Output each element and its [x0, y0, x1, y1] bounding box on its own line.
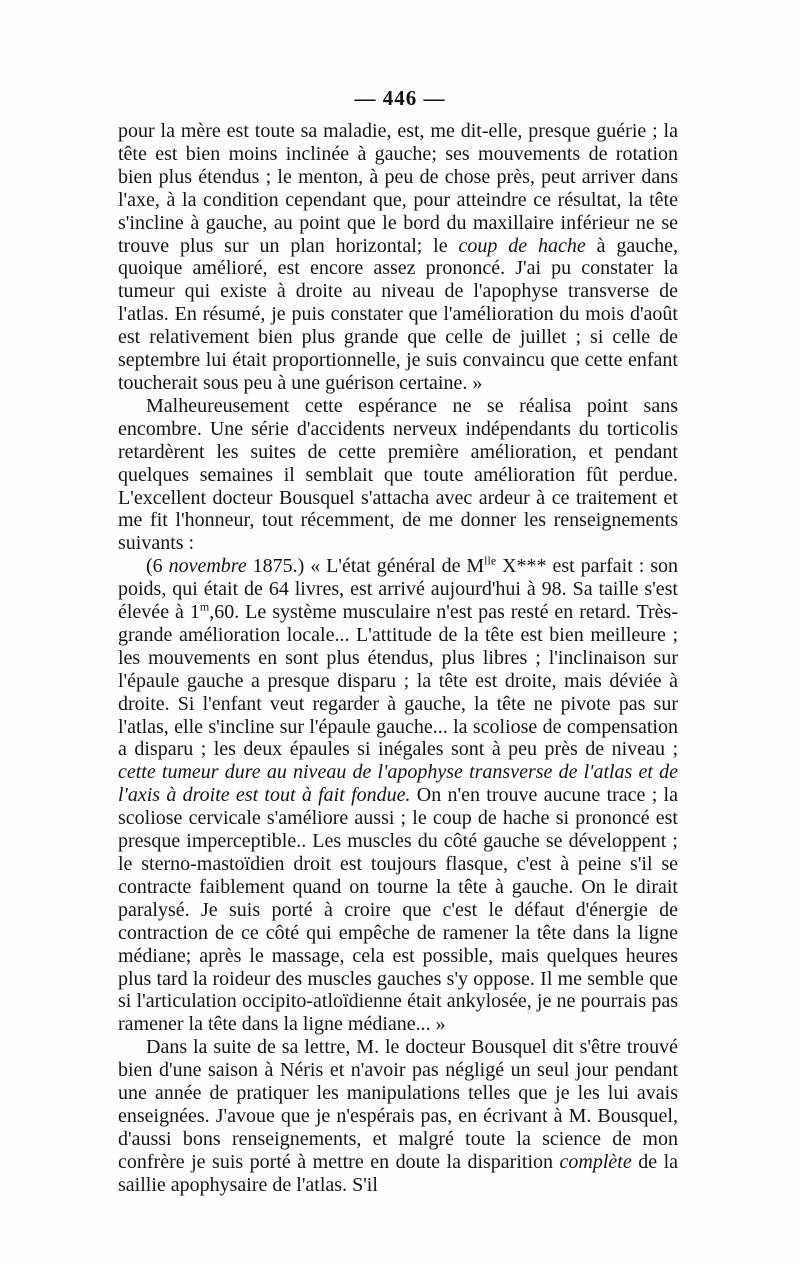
italic-run: complète [559, 1150, 632, 1173]
superscript-run: m [199, 599, 210, 614]
italic-run: cette tumeur dure au niveau de l'apophyse transverse de l'atlas et de l'axis à droite est tout à fait fondue. [118, 761, 678, 807]
body-text [118, 120, 678, 1197]
text-run: de la saillie apophysaire de l'atlas. S'il [118, 1150, 679, 1196]
text-run: 1875.) « L'état général de M [246, 555, 485, 578]
text-run: On n'en trouve aucune trace ; la scoliose cervicale s'améliore aussi ; le coup de hache si prononcé est presque imperceptible.. Les muscles du côté gauche se développent ; le sterno-mastoïdien droit est toujours flasque, c'est à peine s'il se contracte faiblement quand on tourne la tête à gauche. On le dirait paralysé. Je suis porté à croire que c'est le défaut d'énergie de contraction de ce côté qui empêche de ramener la tête dans la ligne médiane; après le massage, cela est possible, mais quelques heures plus tard la roideur des muscles gauches s'y oppose. Il me semble que si l'articulation occipito-atloïdienne était ankylosée, je ne pourrais pas ramener la tête dans la ligne médiane... » [118, 784, 678, 1036]
text-run: (6 [146, 555, 169, 578]
text-run: Malheureusement cette espérance ne se réalisa point sans encombre. Une série d'accidents nerveux indépendants du torticolis retardèrent les suites de cette première amélioration, et pendant quelques semaines il semblait que toute amélioration fût perdue. L'excellent docteur Bousquel s'attacha avec ardeur à ce traitement et me fit l'honneur, tout récemment, de me donner les renseignements suivants : [118, 394, 678, 555]
text-run: X*** est parfait : son poids, qui était de 64 livres, est arrivé aujourd'hui à 98. Sa taille s'est élevée à 1 [118, 555, 678, 624]
superscript-run: lle [484, 553, 497, 568]
italic-run: coup de hache [458, 234, 586, 257]
paragraph [118, 1036, 678, 1196]
text-run: à gauche, quoique amélioré, est encore assez prononcé. J'ai pu constater la tumeur qui existe à droite au niveau de l'apophyse transverse de l'atlas. En résumé, je puis constater que l'amélioration du mois d'août est relativement bien plus grande que celle de juillet ; si celle de septembre lui était proportionnelle, je suis convaincu que cette enfant toucherait sous peu à une guérison certaine. » [118, 234, 678, 394]
italic-run: novembre [168, 555, 247, 578]
paragraph [118, 395, 678, 555]
text-run: ,60. Le système musculaire n'est pas resté en retard. Très-grande amélioration locale... L'attitude de la tête est bien meilleure ; les mouvements en sont plus étendus, plus libres ; l'inclinaison sur l'épaule gauche a presque disparu ; la tête est droite, mais déviée à droite. Si l'enfant veut regarder à gauche, la tête ne pivote pas sur l'atlas, elle s'incline sur l'épaule gauche... la scoliose de compensation a disparu ; les deux épaules si inégales sont à peu près de niveau ; [118, 601, 678, 761]
paragraph [118, 120, 678, 395]
text-run: pour la mère est toute sa maladie, est, me dit-elle, presque guérie ; la tête est bien moins inclinée à gauche; ses mouvements de rotation bien plus étendus ; le menton, à peu de chose près, peut arriver dans l'axe, à la condition cependant que, pour atteindre ce résultat, la tête s'incline à gauche, au point que le bord du maxillaire inférieur ne se trouve plus sur un plan horizontal; le [118, 120, 678, 257]
paragraph [118, 555, 678, 1036]
text-run: Dans la suite de sa lettre, M. le docteur Bousquel dit s'être trouvé bien d'une saison à Néris et n'avoir pas négligé un seul jour pendant une année de pratiquer les manipulations telles que je les lui avais enseignées. J'avoue que je n'espérais pas, en écrivant à M. Bousquel, d'aussi bons renseignements, et malgré toute la science de mon confrère je suis porté à mettre en doute la disparition [118, 1036, 678, 1173]
page-number: — 446 — [354, 86, 446, 110]
